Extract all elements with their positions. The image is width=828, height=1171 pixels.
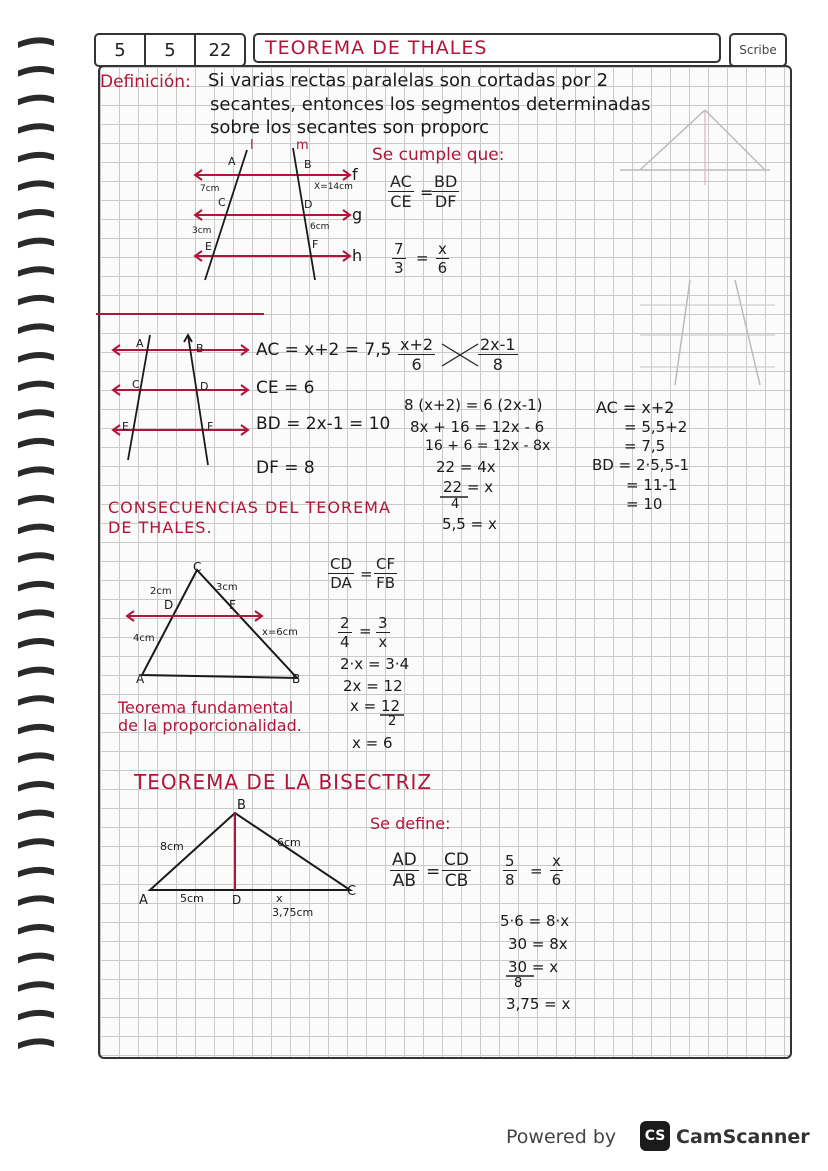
spiral-ring — [18, 123, 54, 134]
fig2-label-E: E — [122, 420, 129, 433]
spiral-ring — [18, 495, 54, 506]
bis-ratio-right — [442, 850, 471, 891]
spiral-ring — [18, 552, 54, 563]
ex2-frac-left — [398, 335, 435, 374]
fig1-numeric-num1: 7 — [394, 240, 404, 258]
cons-ratio-right — [374, 555, 397, 592]
cons-ratio-den2: FB — [376, 574, 396, 592]
spiral-ring — [18, 695, 54, 706]
fig1-label-E: E — [205, 240, 212, 253]
fig2-label-A: A — [136, 337, 144, 350]
fig1-numeric-right — [436, 240, 449, 277]
cons-step-3-den: 2 — [388, 714, 397, 729]
ex2-step-result: 5,5 = x — [442, 515, 497, 533]
bis-seg-ab: 8cm — [160, 840, 184, 853]
ex2-frac-left-num: x+2 — [400, 335, 434, 354]
ex2-step-5-den: 4 — [451, 497, 460, 512]
fig1-label-B: B — [304, 158, 312, 171]
cons-label-A: A — [136, 672, 145, 686]
cons-label-C: C — [193, 560, 202, 574]
equals-sign: = — [426, 862, 441, 882]
consequences-title-1: CONSECUENCIAS DEL TEOREMA — [108, 498, 391, 517]
consequences-title-2: DE THALES. — [108, 518, 213, 537]
bis-numeric-num2: x — [552, 852, 561, 870]
powered-by-text: Powered by — [506, 1126, 617, 1148]
ex2-step-1: 8 (x+2) = 6 (2x-1) — [404, 396, 543, 414]
fig1-numeric-den2: 6 — [437, 259, 448, 277]
cons-label-B: B — [292, 672, 301, 686]
bis-step-2: 30 = 8x — [508, 935, 568, 953]
se-cumple-label: Se cumple que: — [372, 145, 505, 165]
cross-multiply-arrows — [440, 340, 480, 370]
bis-ratio-num2: CD — [444, 850, 469, 870]
bis-step-result: 3,75 = x — [506, 995, 571, 1013]
cons-label-D: D — [164, 598, 174, 612]
bis-seg-dc: x — [276, 892, 283, 905]
spiral-ring — [18, 180, 54, 191]
fig1-ratio-right — [432, 172, 459, 211]
fig1-seg-ac: 7cm — [200, 184, 220, 194]
spiral-ring — [18, 867, 54, 878]
fig1-label-m: m — [296, 138, 309, 153]
bis-numeric-num1: 5 — [505, 852, 515, 870]
date-month: 5 — [146, 35, 196, 65]
ex2-step-3: 16 + 6 = 12x - 8x — [425, 438, 551, 454]
spiral-ring — [18, 381, 54, 392]
spiral-ring — [18, 66, 54, 77]
cons-numeric-right — [376, 614, 390, 651]
cons-numeric-den2: x — [378, 633, 388, 651]
bis-ratio-den2: CB — [444, 871, 469, 891]
camscanner-logo: CS — [640, 1121, 670, 1151]
spiral-ring — [18, 667, 54, 678]
cons-step-result: x = 6 — [352, 734, 393, 752]
definition-label: Definición: — [100, 72, 191, 92]
bis-ratio-left — [390, 850, 419, 891]
spiral-ring — [18, 953, 54, 964]
ex2-side-6: = 10 — [626, 495, 663, 513]
ex2-frac-right-den: 8 — [492, 355, 503, 374]
fig1-numeric-num2: x — [438, 240, 447, 258]
spiral-ring — [18, 152, 54, 163]
fig1-ratio-den2: DF — [434, 192, 457, 211]
ex2-frac-right-num: 2x-1 — [480, 335, 516, 354]
spiral-ring — [18, 295, 54, 306]
ex2-frac-left-den: 6 — [411, 355, 422, 374]
fig2-label-F: F — [207, 420, 214, 433]
cons-step-1: 2·x = 3·4 — [340, 655, 410, 673]
spiral-ring — [18, 1038, 54, 1049]
spiral-ring — [18, 466, 54, 477]
camscanner-name: CamScanner — [676, 1126, 810, 1148]
cons-ratio-num1: CD — [330, 555, 353, 573]
bis-seg-ad: 5cm — [180, 892, 204, 905]
spiral-ring — [18, 524, 54, 535]
definition-line-2: secantes, entonces los segmentos determinadas — [210, 94, 651, 115]
ex2-frac-right — [478, 335, 518, 374]
bisector-title: TEOREMA DE LA BISECTRIZ — [134, 770, 433, 794]
bis-step-1: 5·6 = 8·x — [500, 912, 570, 930]
spiral-ring — [18, 638, 54, 649]
fig2-label-C: C — [132, 378, 140, 391]
ex2-step-4: 22 = 4x — [436, 458, 496, 476]
cons-seg-da: 4cm — [133, 633, 155, 644]
notebook-brand: Scribe — [729, 33, 787, 67]
definition-line-3: sobre los secantes son proporc — [210, 117, 490, 138]
spiral-ring — [18, 409, 54, 420]
equals-sign: = — [416, 249, 429, 267]
bis-label-A: A — [139, 893, 148, 908]
bis-ratio-num1: AD — [392, 850, 417, 870]
bis-label-D: D — [232, 893, 242, 907]
fig1-ratio-num1: AC — [390, 172, 412, 191]
fig1-label-g: g — [352, 205, 363, 224]
ex2-step-5: 22 = x — [443, 478, 494, 496]
ex2-step-2: 8x + 16 = 12x - 6 — [410, 418, 545, 436]
section-divider — [96, 312, 266, 316]
equals-sign: = — [360, 565, 373, 583]
cons-seg-cd: 2cm — [150, 586, 172, 597]
fundamental-theorem-line-1: Teorema fundamental — [118, 698, 294, 717]
spiral-ring — [18, 323, 54, 334]
fig1-seg-ce: 3cm — [192, 226, 212, 236]
fig1-ratio-den1: CE — [390, 192, 412, 211]
ex2-ce: CE = 6 — [256, 378, 315, 398]
fig1-numeric-den1: 3 — [394, 259, 404, 277]
triangle-consequence-figure — [122, 560, 322, 685]
bis-step-3: 30 = x — [508, 958, 559, 976]
spiral-ring — [18, 609, 54, 620]
fig1-label-l: l — [250, 138, 254, 153]
se-define-label: Se define: — [370, 814, 451, 833]
spiral-ring — [18, 924, 54, 935]
spiral-ring — [18, 209, 54, 220]
fig1-label-f: f — [352, 165, 358, 184]
equals-sign: = — [420, 183, 434, 202]
date-box — [94, 33, 246, 67]
ex2-side-2: = 5,5+2 — [624, 418, 688, 436]
fig1-ratio-num2: BD — [434, 172, 458, 191]
cons-numeric-left — [338, 614, 352, 651]
bis-numeric-right — [550, 852, 563, 889]
bis-label-B: B — [237, 798, 246, 813]
fig1-seg-df: 6cm — [310, 222, 330, 232]
bis-seg-bc: 6cm — [277, 836, 301, 849]
spiral-ring — [18, 37, 54, 48]
cons-label-F: F — [229, 598, 236, 612]
spiral-ring — [18, 438, 54, 449]
fig1-ratio-left — [388, 172, 414, 211]
bleed-through-sketch-2 — [640, 275, 780, 395]
ex2-side-4: BD = 2·5,5-1 — [592, 456, 690, 474]
spiral-ring — [18, 810, 54, 821]
spiral-binding — [14, 30, 60, 1070]
date-year: 22 — [208, 39, 232, 61]
thales-figure-2 — [108, 330, 253, 470]
equals-sign: = — [530, 862, 543, 880]
fundamental-theorem-line-2: de la proporcionalidad. — [118, 716, 302, 735]
fig1-label-F: F — [312, 238, 319, 251]
bis-numeric-left — [503, 852, 517, 889]
spiral-ring — [18, 724, 54, 735]
spiral-ring — [18, 95, 54, 106]
ex2-bd: BD = 2x-1 = 10 — [256, 414, 391, 434]
bis-step-3-den: 8 — [514, 976, 523, 991]
ex2-df: DF = 8 — [256, 458, 315, 478]
fig1-numeric-left — [392, 240, 406, 277]
cons-step-2: 2x = 12 — [343, 677, 403, 695]
cons-numeric-den1: 4 — [340, 633, 350, 651]
cons-seg-cf: 3cm — [216, 582, 238, 593]
fig2-label-D: D — [200, 380, 209, 393]
cons-ratio-den1: DA — [330, 574, 352, 592]
spiral-ring — [18, 895, 54, 906]
fig2-label-B: B — [196, 342, 204, 355]
bis-numeric-den2: 6 — [551, 871, 562, 889]
ex2-side-1: AC = x+2 — [596, 398, 675, 417]
ex2-ac: AC = x+2 = 7,5 — [256, 340, 392, 360]
ex2-side-3: = 7,5 — [624, 437, 666, 455]
fig1-seg-bd: X=14cm — [314, 182, 353, 192]
ex2-side-5: = 11-1 — [626, 476, 678, 494]
bleed-through-sketch — [600, 100, 780, 200]
equals-sign: = — [359, 622, 372, 640]
spiral-ring — [18, 581, 54, 592]
cons-step-3: x = 12 — [350, 697, 401, 715]
bis-ratio-den1: AB — [392, 871, 417, 891]
spiral-ring — [18, 838, 54, 849]
spiral-ring — [18, 752, 54, 763]
cons-ratio-num2: CF — [376, 555, 396, 573]
spiral-ring — [18, 1010, 54, 1021]
date-day: 5 — [96, 35, 146, 65]
bis-seg-dc-value: 3,75cm — [272, 906, 314, 919]
fig1-label-C: C — [218, 196, 226, 209]
cons-seg-fb: x=6cm — [262, 627, 298, 638]
spiral-ring — [18, 238, 54, 249]
spiral-ring — [18, 781, 54, 792]
page-title: TEOREMA DE THALES — [253, 33, 721, 63]
definition-line-1: Si varias rectas paralelas son cortadas por 2 — [208, 70, 609, 91]
fig1-label-D: D — [304, 198, 313, 211]
thales-figure-1 — [185, 140, 375, 290]
cons-numeric-num2: 3 — [378, 614, 388, 632]
fig1-label-h: h — [352, 246, 363, 265]
fig1-label-A: A — [228, 155, 236, 168]
bis-label-C: C — [347, 884, 357, 899]
spiral-ring — [18, 266, 54, 277]
spiral-ring — [18, 981, 54, 992]
cons-ratio-left — [328, 555, 354, 592]
cons-numeric-num1: 2 — [340, 614, 350, 632]
spiral-ring — [18, 352, 54, 363]
bis-numeric-den1: 8 — [505, 871, 515, 889]
